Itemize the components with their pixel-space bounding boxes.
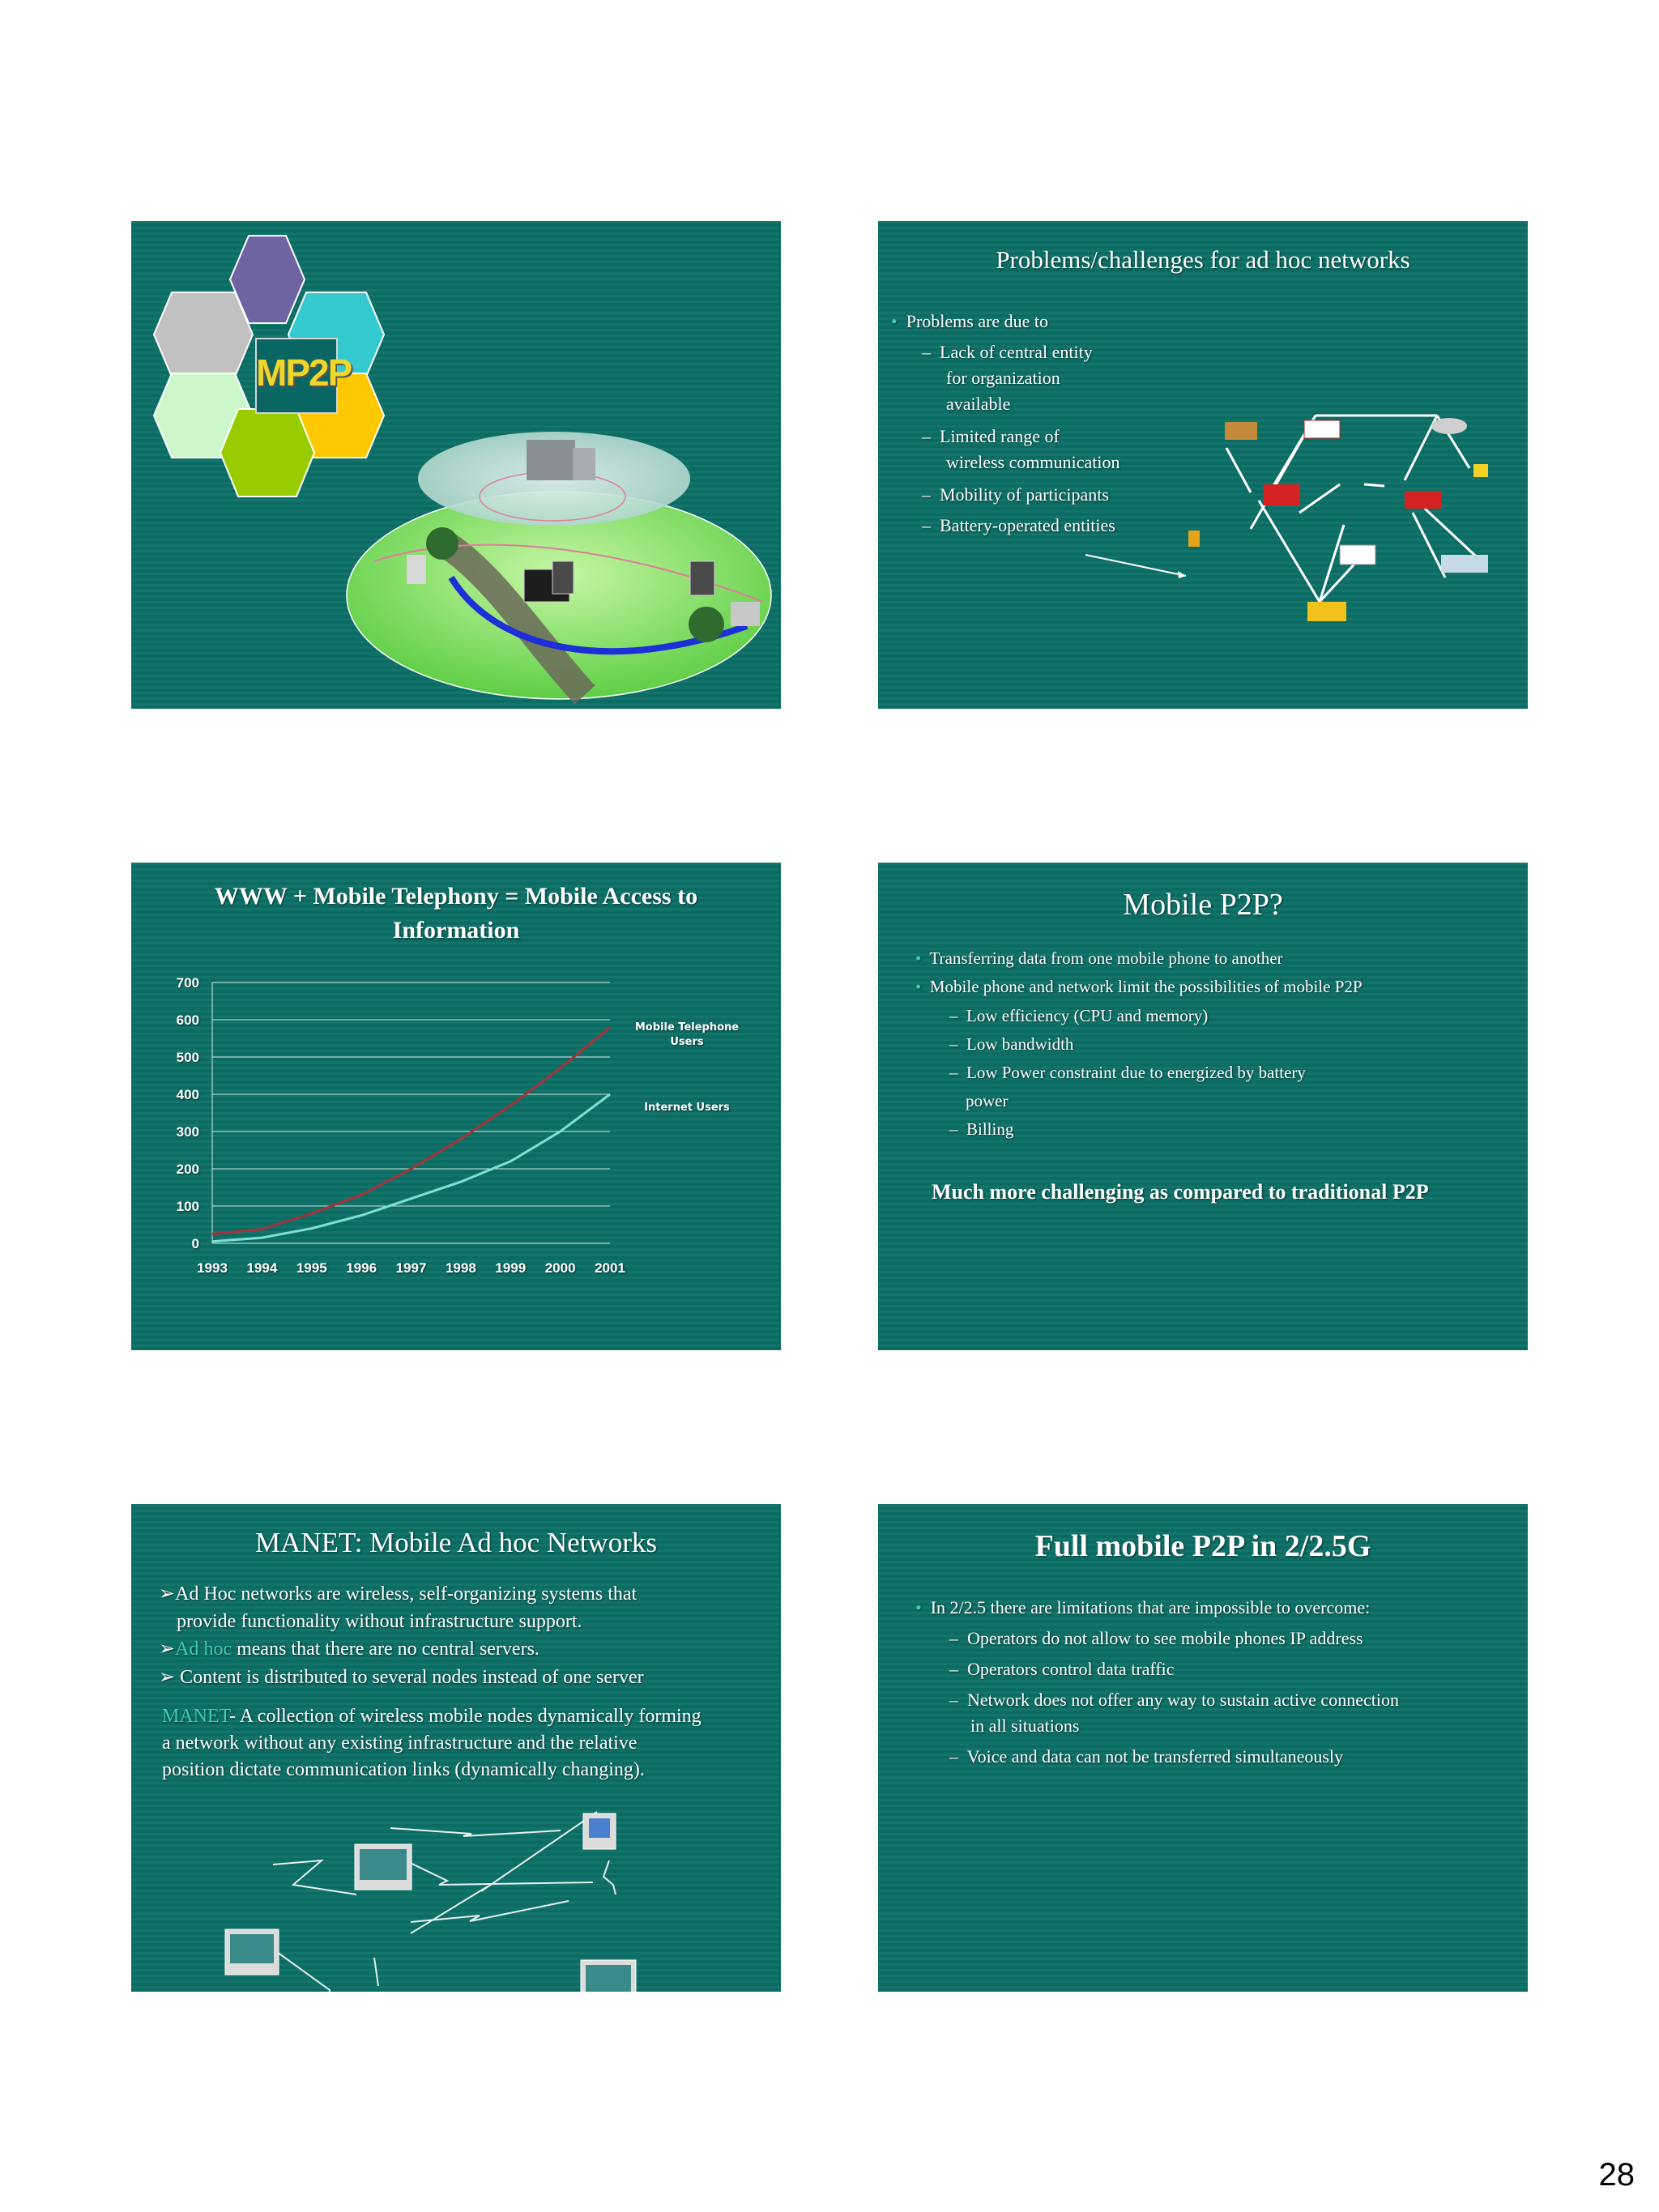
police-car-icon [1340, 545, 1375, 565]
laptop-screen [360, 1849, 407, 1880]
sub-bullet: – Limited range of [922, 426, 1060, 446]
sub-bullet: – Low bandwidth [949, 1034, 1074, 1054]
sub-bullet: – Mobility of participants [922, 484, 1109, 505]
y-tick-label: 100 [176, 1199, 199, 1214]
paragraph-text: Content is distributed to several nodes instead of one server [175, 1667, 644, 1688]
mp2p-illustration [131, 221, 781, 709]
x-tick-label: 2000 [544, 1260, 576, 1276]
sub-bullet-text: Network does not offer any way to sustain active connection [967, 1690, 1399, 1710]
person-icon [1473, 464, 1488, 477]
fire-truck-icon [1263, 484, 1300, 505]
rescue-team-icon [1441, 555, 1488, 573]
bulldozer-icon [1307, 602, 1346, 621]
fire-engine-icon [1405, 491, 1442, 509]
sub-bullet: – Operators control data traffic [949, 1659, 1175, 1679]
sub-bullet-text: Operators control data traffic [967, 1659, 1175, 1679]
x-tick-label: 1995 [296, 1260, 327, 1276]
x-tick-label: 1998 [445, 1260, 476, 1276]
sub-bullet-text: Battery-operated entities [940, 515, 1115, 535]
slide-mobile-p2p [878, 863, 1528, 1350]
page-number: 28 [1598, 2157, 1635, 2193]
hexagon-gray [154, 292, 253, 377]
adhoc-network-diagram [878, 221, 1528, 709]
arrow-line [1085, 555, 1186, 576]
arrow-bullet-icon: ➢ [159, 1667, 176, 1688]
kiosk [731, 602, 760, 626]
sub-bullet: – Lack of central entity [922, 342, 1093, 362]
arrow-bullet-icon: ➢ [159, 1639, 176, 1660]
legend-label: Mobile Telephone [634, 1021, 740, 1034]
building [573, 448, 595, 480]
bullet-text: Problems are due to [906, 311, 1049, 331]
bullet-dot-icon: • [915, 948, 922, 968]
truck-icon [1225, 422, 1257, 440]
sub-bullet: – Battery-operated entities [922, 515, 1115, 535]
y-tick-label: 500 [176, 1050, 199, 1065]
x-tick-label: 1997 [395, 1260, 427, 1276]
x-tick-label: 2001 [595, 1260, 625, 1276]
city-buildings [527, 440, 575, 480]
chart-title-line1: WWW + Mobile Telephony = Mobile Access to [214, 883, 698, 910]
y-tick-label: 400 [176, 1087, 199, 1102]
arrow-head-icon [1178, 571, 1186, 578]
sub-bullet-cont: for organization [946, 368, 1060, 388]
laptop-screen [586, 1965, 631, 1992]
slide-mobile-access-chart [131, 863, 781, 1350]
helicopter-icon [1431, 418, 1467, 434]
accent-text: MANET [162, 1706, 230, 1727]
definition-text: - A collection of wireless mobile nodes dynamically forming [229, 1706, 702, 1727]
ambulance-icon [1304, 420, 1340, 438]
sub-bullet-text: Low Power constraint due to energized by battery [966, 1063, 1306, 1082]
sub-bullet-text: Voice and data can not be transferred simultaneously [966, 1746, 1344, 1767]
sub-bullet-text: Low bandwidth [966, 1034, 1074, 1054]
hexagon-green [220, 409, 314, 497]
sub-bullet-text: Limited range of [940, 426, 1060, 446]
sub-bullet-text: Lack of central entity [940, 342, 1093, 362]
sub-bullet-cont: power [966, 1091, 1009, 1110]
legend-label: Internet Users [644, 1102, 730, 1114]
slide-full-mobile-p2p [878, 1504, 1528, 1992]
phone-device-right [690, 561, 714, 595]
y-tick-label: 600 [176, 1012, 199, 1028]
paragraph-cont: provide functionality without infrastructure support. [177, 1611, 582, 1632]
bullet [915, 974, 1363, 999]
slide-manet [131, 1504, 781, 1992]
y-tick-label: 300 [176, 1124, 199, 1140]
sub-bullet-text: Billing [966, 1119, 1014, 1139]
conclusion-text: Much more challenging as compared to traditional P2P [932, 1180, 1429, 1204]
x-tick-label: 1996 [346, 1260, 377, 1276]
sub-bullet-cont: available [946, 394, 1011, 414]
y-tick-label: 0 [191, 1236, 199, 1251]
bullet-dot-icon: • [915, 977, 922, 996]
firefighter-icon [1188, 531, 1200, 547]
x-tick-label: 1994 [246, 1260, 278, 1276]
bullet [915, 1595, 1370, 1621]
legend-label: Users [670, 1036, 704, 1048]
paragraph-text: means that there are no central servers. [232, 1639, 539, 1660]
sub-bullet-text: Low efficiency (CPU and memory) [966, 1006, 1209, 1025]
sub-bullet-text: Mobility of participants [940, 484, 1109, 505]
sub-bullet-text: Operators do not allow to see mobile phones IP address [967, 1628, 1363, 1648]
chart-title-line2: Information [392, 917, 520, 944]
definition-line: a network without any existing infrastructure and the relative [162, 1733, 638, 1754]
sub-bullet: – Network does not offer any way to sustain active connection [949, 1690, 1399, 1710]
pda-device [407, 555, 426, 584]
bullet-dot-icon: • [915, 1597, 922, 1617]
pda-screen [589, 1818, 610, 1838]
phone-device [552, 561, 574, 594]
bullet [915, 945, 1283, 971]
arrow-bullet-icon: ➢ [159, 1583, 176, 1605]
accent-text: Ad hoc [175, 1639, 232, 1660]
sub-bullet: – Low Power constraint due to energized by battery [949, 1063, 1306, 1082]
series-line [212, 1027, 610, 1234]
bullet-text: Mobile phone and network limit the possibilities of mobile P2P [929, 977, 1363, 996]
slide-title: Problems/challenges for ad hoc networks [996, 245, 1410, 274]
sub-bullet: – Low efficiency (CPU and memory) [949, 1006, 1209, 1025]
laptop-screen [230, 1934, 274, 1963]
slide-title: Full mobile P2P in 2/2.5G [1034, 1529, 1371, 1563]
x-tick-label: 1999 [495, 1260, 527, 1276]
bullet-text: In 2/2.5 there are limitations that are impossible to overcome: [930, 1597, 1371, 1617]
y-tick-label: 700 [176, 975, 199, 991]
bullet-dot-icon: • [891, 311, 898, 331]
bullet-text: Transferring data from one mobile phone to another [929, 948, 1283, 968]
sub-bullet-cont: in all situations [970, 1715, 1080, 1736]
sub-bullet: – Operators do not allow to see mobile phones IP address [949, 1628, 1363, 1648]
line-chart [131, 863, 781, 1350]
slide-mp2p-logo [131, 221, 781, 709]
manet-diagram [131, 1504, 781, 1992]
sub-bullet-cont: wireless communication [946, 452, 1120, 472]
x-tick-label: 1993 [197, 1260, 228, 1276]
sub-bullet: – Voice and data can not be transferred simultaneously [949, 1746, 1344, 1767]
slide-adhoc-challenges [878, 221, 1528, 709]
paragraph-text: Ad Hoc networks are wireless, self-organizing systems that [175, 1583, 638, 1605]
y-tick-label: 200 [176, 1161, 199, 1177]
tree-left [426, 527, 458, 560]
logo-text: MP2P [256, 352, 352, 394]
tree [689, 607, 724, 642]
slide-title: MANET: Mobile Ad hoc Networks [255, 1527, 657, 1558]
wireless-links [273, 1812, 616, 1992]
slide-title: Mobile P2P? [1123, 888, 1283, 922]
sub-bullet: – Billing [949, 1119, 1014, 1139]
definition-line: position dictate communication links (dynamically changing). [162, 1759, 645, 1780]
